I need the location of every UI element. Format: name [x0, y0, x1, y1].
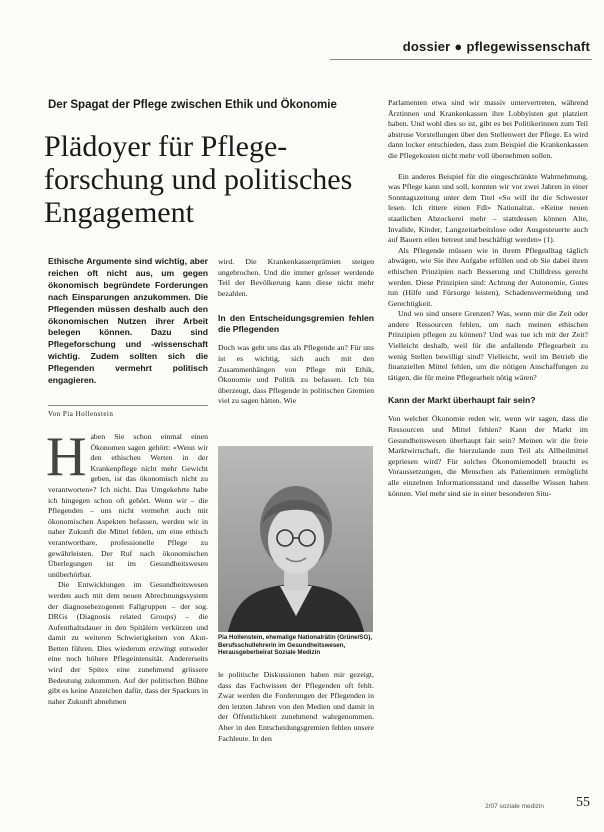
title-line: forschung und politisches: [44, 163, 353, 196]
section-heading: Kann der Markt überhaupt fair sein?: [388, 395, 536, 406]
title-line: Engagement: [44, 196, 194, 229]
article-subtitle: Der Spagat der Pflege zwischen Ethik und Ökonomie: [48, 99, 337, 111]
paragraph: Parlamenten etwa sind wir massiv untervertreten, während Ärztinnen und Krankenkassen ihre Lobbyisten gut platziert haben. Und wohl dies so ist, gibt es bei Politikerinnen zum Teil abstruse Vorstellungen über den Stellenwert der Pflege. Es wird dann locker entschieden, dass zum Beispiel die Krankenkassen die Pflegekosten nicht mehr voll übernehmen sollen.: [388, 98, 588, 160]
column-2: [218, 257, 374, 407]
author-photo: [218, 446, 373, 632]
paragraph: Von welcher Ökonomie reden wir, wenn wir sagen, dass die Ressourcen und Mittel fehlen? Kann der Markt im Gesundheitswesen überhaupt fair sein? Meinen wir die freie Marktwirtschaft, die hierzulande zum Teil als Allheilmittel gepriesen wird? Für solches Ökonomiemodell braucht es Voraussetzungen, die Menschen als Patientinnen ermöglicht alle einzelnen Informationsstand und dasselbe Wissen haben können. Viel mehr sind sie in einer besonderen Situ-: [388, 414, 588, 498]
paragraph: aben Sie schon einmal einen Ökonomen sagen gehört: «Wenn wir den ethischen Werten in der Krankenpflege nicht mehr Gewicht geben, ist das ökonomisch nicht zu verantworten»? Ich nicht. Das Umgekehrte habe ich hingegen schon oft gehört. Wenn wir – die Pflegenden – uns nicht vermehrt auch mit ökonomischen Aspekten befassen, werden wir in naher Zukunft die Mittel fehlen, um eine ethisch verantwortbare, professionelle Pflege zu gewährleisten. Der Ruf nach ökonomischen Überlegungen ist im Gesundheitswesen unüberhörbar.: [48, 432, 208, 579]
column-2-continued: [218, 670, 374, 744]
photo-caption: Pia Hollenstein, ehemalige Nationalrätin (Grüne/SG), Berufsschullehrerin im Gesundheitswesen, Herausgeberbeirat Soziale Medizin: [218, 634, 373, 657]
article-lead: Ethische Argumente sind wichtig, aber reichen oft nicht aus, um gegen ökonomisch begründete Forderungen nach Einsparungen anzukommen. Die Pflegenden müssen deshalb auch den ökonomischen Nutzen ihrer Arbeit belegen können. Dazu sind Pflegeforschung und -wissenschaft wichtig. Zudem sollten sich die Pflegenden vermehrt politisch engagieren.: [48, 256, 208, 386]
paragraph: Als Pflegende müssen wie in ihrem Pflegealltag täglich abwägen, wie Sie ihre Aufgabe erfüllen und ob Sie dabei ihren ethischen Prinzipien nach Besserung und Chilldress gerecht werden. Diese Prinzipien sind: Achtung der Autonomie, Gutes tun (Hilfe und Fürsorge leisten), Schadensvermeidung und Gerechtigkeit.: [388, 245, 588, 308]
paragraph: Die Entwicklungen im Gesundheitswesen werden auch mit dem neuen Abrechnungssystem der diagnosebezogenen Fallgruppen – der sog. DRGs (Diagnosis related Groups) – die Aufenthaltsdauer in den Spitälern verkürzen und damit zu weiteren Schwierigkeiten von Akut-Betten führen. Dies wiederum erzwingt entweder eine noch höhere Pflegeintensität. Andererseits wird der Spitex eine zunehmend grössere Bedeutung zukommen. Auf der politischen Bühne gibt es keine Anzeichen dafür, dass der Sparkurs in naher Zukunft abnehmen: [48, 580, 208, 706]
section-heading: In den Entscheidungsgremien fehlen die Pflegenden: [218, 313, 374, 335]
drop-cap: H: [46, 426, 87, 488]
byline: Von Pia Hollenstein: [48, 410, 114, 418]
issue-label: 2/07 soziale medizin: [485, 803, 544, 810]
paragraph: wird. Die Krankenkassenprämien steigen ungebrochen. Und die immer grösser werdende Teil der Bevölkerung kann diese nicht mehr bezahlen.: [218, 257, 374, 298]
paragraph: Doch was geht uns das als Pflegende an? Für uns ist es wichtig, sich auch mit den Zusammenhängen von Pflege mit Ethik, Ökonomie und Politik zu befassen. Ich bin überzeugt, dass Pflegende in politischen Gremien viel zu sagen hätten. Wie: [218, 343, 374, 406]
section-label: dossier: [402, 39, 451, 54]
bullet-icon: ●: [454, 39, 463, 54]
column-3: [388, 98, 588, 499]
paragraph: le politische Diskussionen haben mir gezeigt, dass das Fachwissen der Pflegenden oft fehlt. Zwar werden die Forderungen der Pflegenden in den letzten Jahren von den Medien und damit in der Öffentlichkeit zunehmend wahrgenommen. Aber in den Entscheidungsgremien fehlen unsere Fachleute. In den: [218, 670, 374, 743]
section-header: [403, 39, 590, 54]
article-title: [44, 130, 374, 229]
header-rule: [330, 59, 592, 60]
column-1: [46, 426, 208, 707]
topic-label: pflegewissenschaft: [466, 39, 590, 54]
lead-rule: [48, 405, 208, 406]
title-line: Plädoyer für Pflege-: [44, 130, 288, 163]
paragraph: Ein anderes Beispiel für die eingeschränkte Wahrnehmung, was Pflege kann und soll, konnten wir vor zwei Jahren in einer Sonntagszeitung unter dem Titel «So will ihr die Schwester lesen. Ich rittere einen Fdl» Nationalrat. «Keine neuen staatlichen Abzockerei mehr – stattdessen können Alte, Invalide, Kinder, Langzeitarbeitslose oder Ausgesteuerte auch auf Bauern eilen betreut und beschäftigt werden» (1).: [388, 171, 588, 245]
paragraph: Und wo sind unsere Grenzen? Was, wenn mir die Zeit oder andere Ressourcen fehlen, um nach meinen ethischen Prinzipien pflegen zu können? Und was tue ich mit der Zeit? Vielleicht deshalb, weil für die anfallende Pflegearbeit zu wenig Stellen bewilligt sind? Vielleicht, weil im Betrieb die finanziellen Mittel fehlen, um die nötigen Anschaffungen zu tätigen, die für meine Pflegearbeit nötig wären?: [388, 309, 588, 382]
page-number: 55: [576, 795, 590, 810]
portrait-image: [218, 446, 373, 632]
